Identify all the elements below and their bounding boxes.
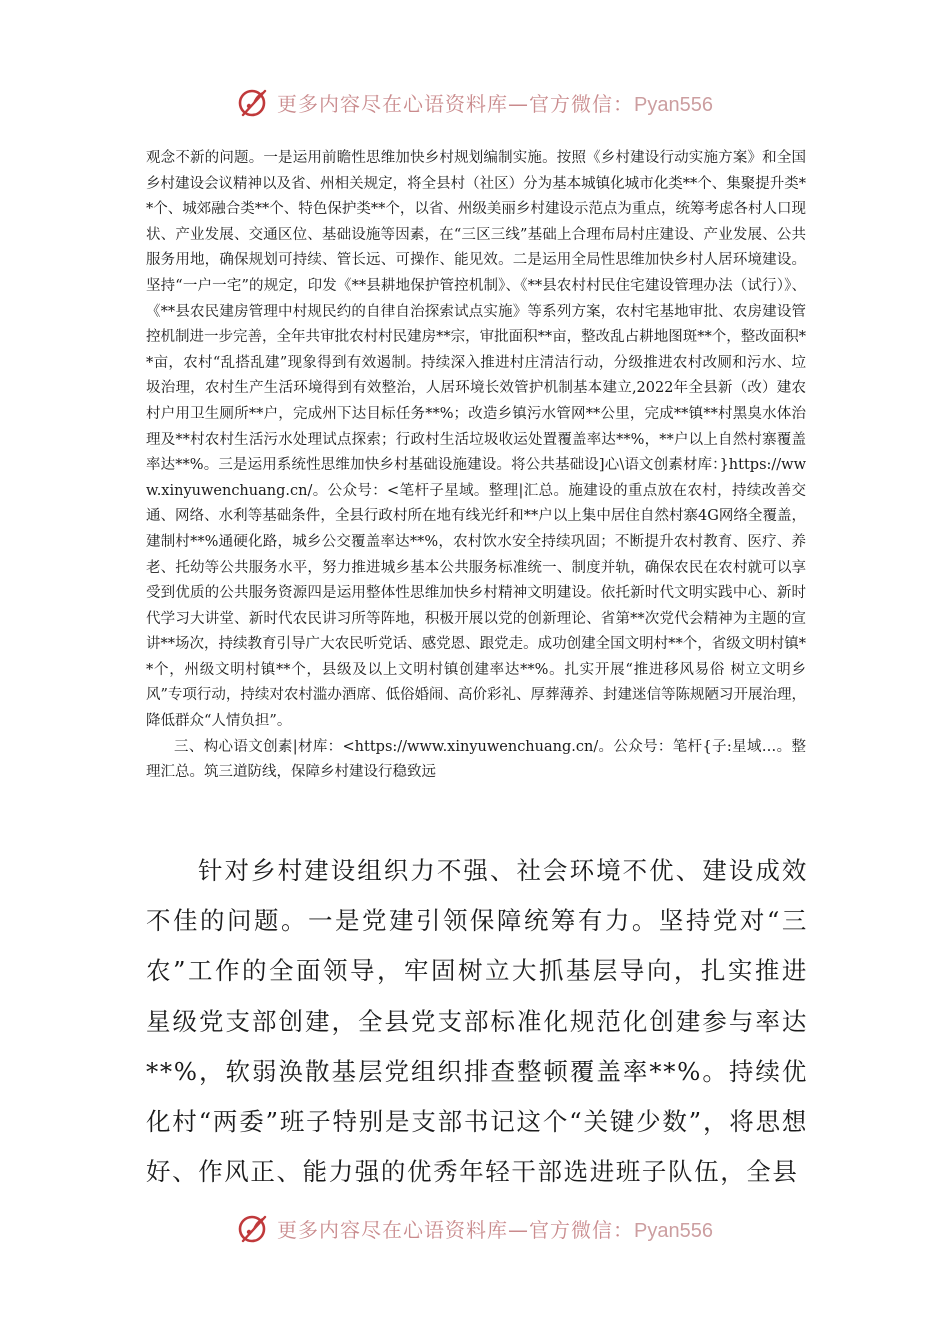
document-body-small — [146, 146, 806, 786]
footer-watermark-banner — [0, 1208, 950, 1248]
footer-banner-handle: Pyan556 — [634, 1219, 713, 1242]
quill-logo-icon — [237, 1211, 271, 1245]
section-title: 三、构心语文创素|材库：<https://www.xinyuwenchuang.cn/。公众号：笔杆{子:星域…。整理汇总。筑三道防线，保障乡村建设行稳致远 — [146, 738, 806, 781]
body-paragraph-1: 观念不新的问题。一是运用前瞻性思维加快乡村规划编制实施。按照《乡村建设行动实施方案》和全国乡村建设会议精神以及省、州相关规定，将全县村（社区）分为基本城镇化城市化类**个、集聚提升类**个、城郊融合类**个、特色保护类**个，以省、州级美丽乡村建设示范点为重点，统筹考虑各村人口现状、产业发展、交通区位、基础设施等因素，在“三区三线”基础上合理布局村庄建设、产业发展、公共服务用地，确保规划可持续、管长远、可操作、能见效。二是运用全局性思维加快乡村人居环境建设。坚持“一户一宅”的规定，印发《**县耕地保护管控机制》、《**县农村村民住宅建设管理办法（试行）》、《**县农民建房管理中村规民约的自律自治探索试点实施》等系列方案，农村宅基地审批、农房建设管控机制进一步完善，全年共审批农村村民建房**宗，审批面积**亩，整改乱占耕地图斑**个，整改面积**亩，农村“乱搭乱建”现象得到有效遏制。持续深入推进村庄清洁行动，分级推进农村改厕和污水、垃圾治理，农村生产生活环境得到有效整治，人居环境长效管护机制基本建立,2022年全县新（改）建农村户用卫生厕所**户，完成州下达目标任务**%；改造乡镇污水管网**公里，完成**镇**村黑臭水体治理及**村农村生活污水处理试点探索；行政村生活垃圾收运处置覆盖率达**%，**户以上自然村寨覆盖率达**%。三是运用系统性思维加快乡村基础设施建设。将公共基础设]心\语文创素材库：}https://www.xinyuwenchuang.cn/。公众号：<笔杆子星域。整理|汇总。施建设的重点放在农村，持续改善交通、网络、水利等基础条件，全县行政村所在地有线光纤和**户以上集中居住自然村寨4G网络全覆盖，建制村**%通硬化路，城乡公交覆盖率达**%，农村饮水安全持续巩固；不断提升农村教育、医疗、养老、托幼等公共服务水平，努力推进城乡基本公共服务标准统一、制度并轨，确保农民在农村就可以享受到优质的公共服务资源四是运用整体性思维加快乡村精神文明建设。依托新时代文明实践中心、新时代学习大讲堂、新时代农民讲习所等阵地，积极开展以党的创新理论、省第**次党代会精神为主题的宣讲**场次，持续教育引导广大农民听党话、感党恩、跟党走。成功创建全国文明村**个，省级文明村镇**个，州级文明村镇**个，县级及以上文明村镇创建率达**%。扎实开展“推进移风易俗 树立文明乡风”专项行动，持续对农村滥办酒席、低俗婚闹、高价彩礼、厚葬薄养、封建迷信等陈规陋习开展治理，降低群众“人情负担”。 — [146, 150, 806, 730]
quill-logo-icon — [237, 85, 271, 119]
footer-banner-main: 更多内容尽在心语资料库—官方微信： — [277, 1217, 635, 1242]
header-watermark-banner — [0, 82, 950, 122]
header-banner-main: 更多内容尽在心语资料库—官方微信： — [277, 91, 635, 116]
footer-banner-text — [277, 1214, 713, 1243]
body-paragraph-2: 针对乡村建设组织力不强、社会环境不优、建设成效不佳的问题。一是党建引领保障统筹有力。坚持党对“三农”工作的全面领导，牢固树立大抓基层导向，扎实推进星级党支部创建，全县党支部标准化规范化创建参与率达**%，软弱涣散基层党组织排查整顿覆盖率**%。持续优化村“两委”班子特别是支部书记这个“关键少数”，将思想好、作风正、能力强的优秀年轻干部选进班子队伍，全县 — [146, 856, 808, 1187]
document-body-large — [146, 846, 808, 1197]
header-banner-text — [277, 88, 713, 117]
header-banner-handle: Pyan556 — [634, 93, 713, 116]
